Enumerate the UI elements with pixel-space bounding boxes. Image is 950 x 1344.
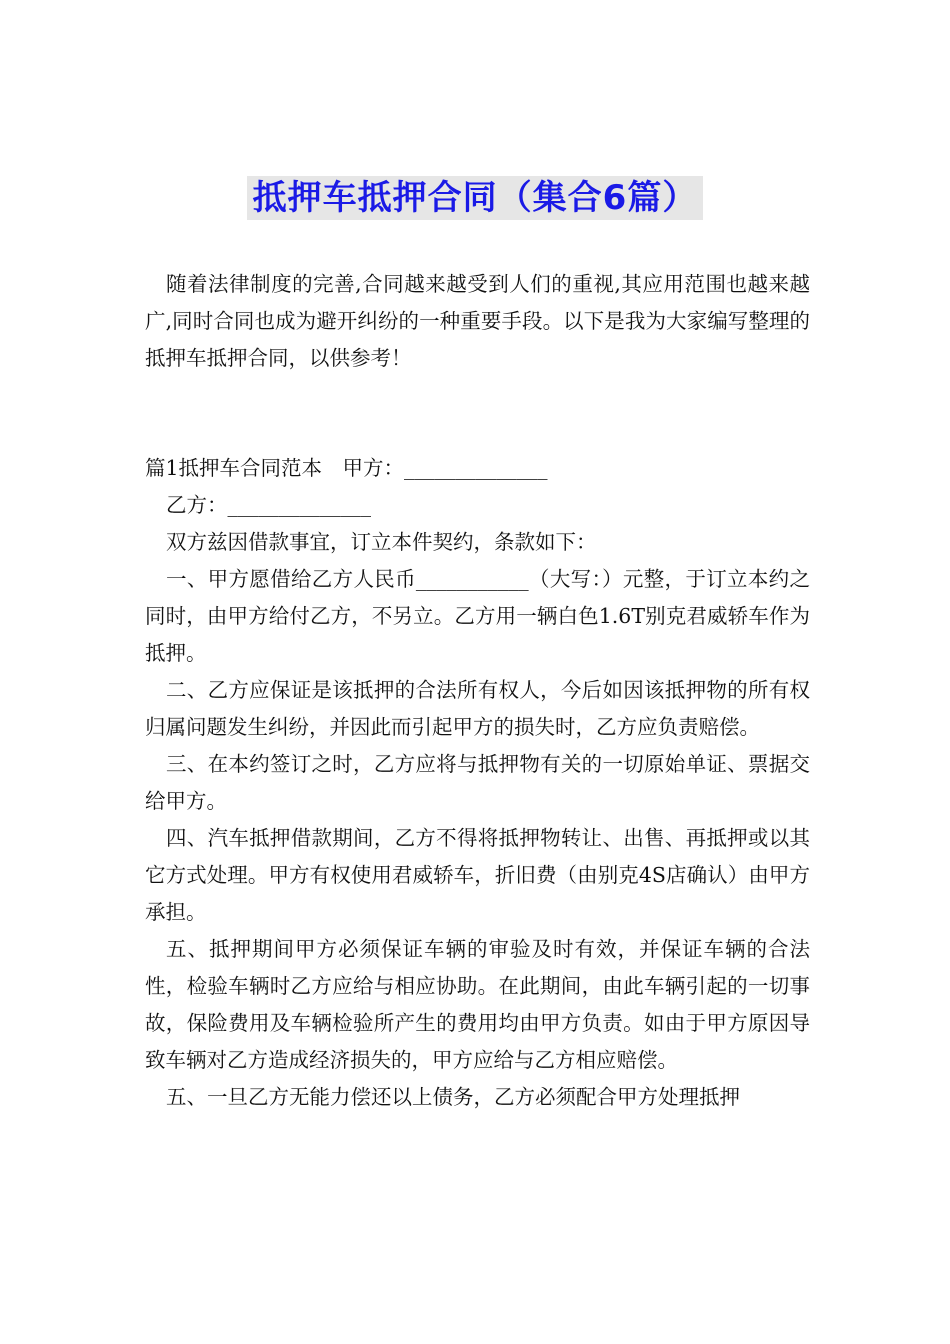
clause-paragraph: 五、抵押期间甲方必须保证车辆的审验及时有效，并保证车辆的合法性，检验车辆时乙方应给与相应协助。在此期间，由此车辆引起的一切事故，保险费用及车辆检验所产生的费用均由甲方负责。如由于甲方原因导致车辆对乙方造成经济损失的，甲方应给与乙方相应赔偿。 (145, 937, 810, 1072)
intro-paragraph: 随着法律制度的完善,合同越来越受到人们的重视,其应用范围也越来越广,同时合同也成为避开纠纷的一种重要手段。以下是我为大家编写整理的抵押车抵押合同，以供参考！ (145, 272, 810, 370)
clause-paragraph: 五、一旦乙方无能力偿还以上债务，乙方必须配合甲方处理抵押 (166, 1085, 740, 1109)
clause-paragraph: 四、汽车抵押借款期间，乙方不得将抵押物转让、出售、再抵押或以其它方式处理。甲方有权使用君威轿车，折旧费（由别克4S店确认）由甲方承担。 (145, 826, 810, 924)
contract-heading-line: 篇1抵押车合同范本 甲方：______________ (145, 456, 548, 480)
preamble-paragraph: 双方兹因借款事宜，订立本件契约，条款如下： (166, 530, 597, 554)
contract-section (145, 450, 810, 1116)
clause-paragraph: 二、乙方应保证是该抵押的合法所有权人，今后如因该抵押物的所有权归属问题发生纠纷，并因此而引起甲方的损失时，乙方应负责赔偿。 (145, 678, 810, 739)
document-title: 抵押车抵押合同（集合6篇） (247, 176, 704, 220)
clause-paragraph: 一、甲方愿借给乙方人民币___________（大写：）元整，于订立本约之同时，由甲方给付乙方，不另立。乙方用一辆白色1.6T别克君威轿车作为抵押。 (145, 567, 810, 665)
title-container (0, 176, 950, 220)
clause-paragraph: 三、在本约签订之时，乙方应将与抵押物有关的一切原始单证、票据交给甲方。 (145, 752, 810, 813)
intro-section (145, 266, 810, 377)
party-b-line: 乙方：______________ (166, 493, 371, 517)
